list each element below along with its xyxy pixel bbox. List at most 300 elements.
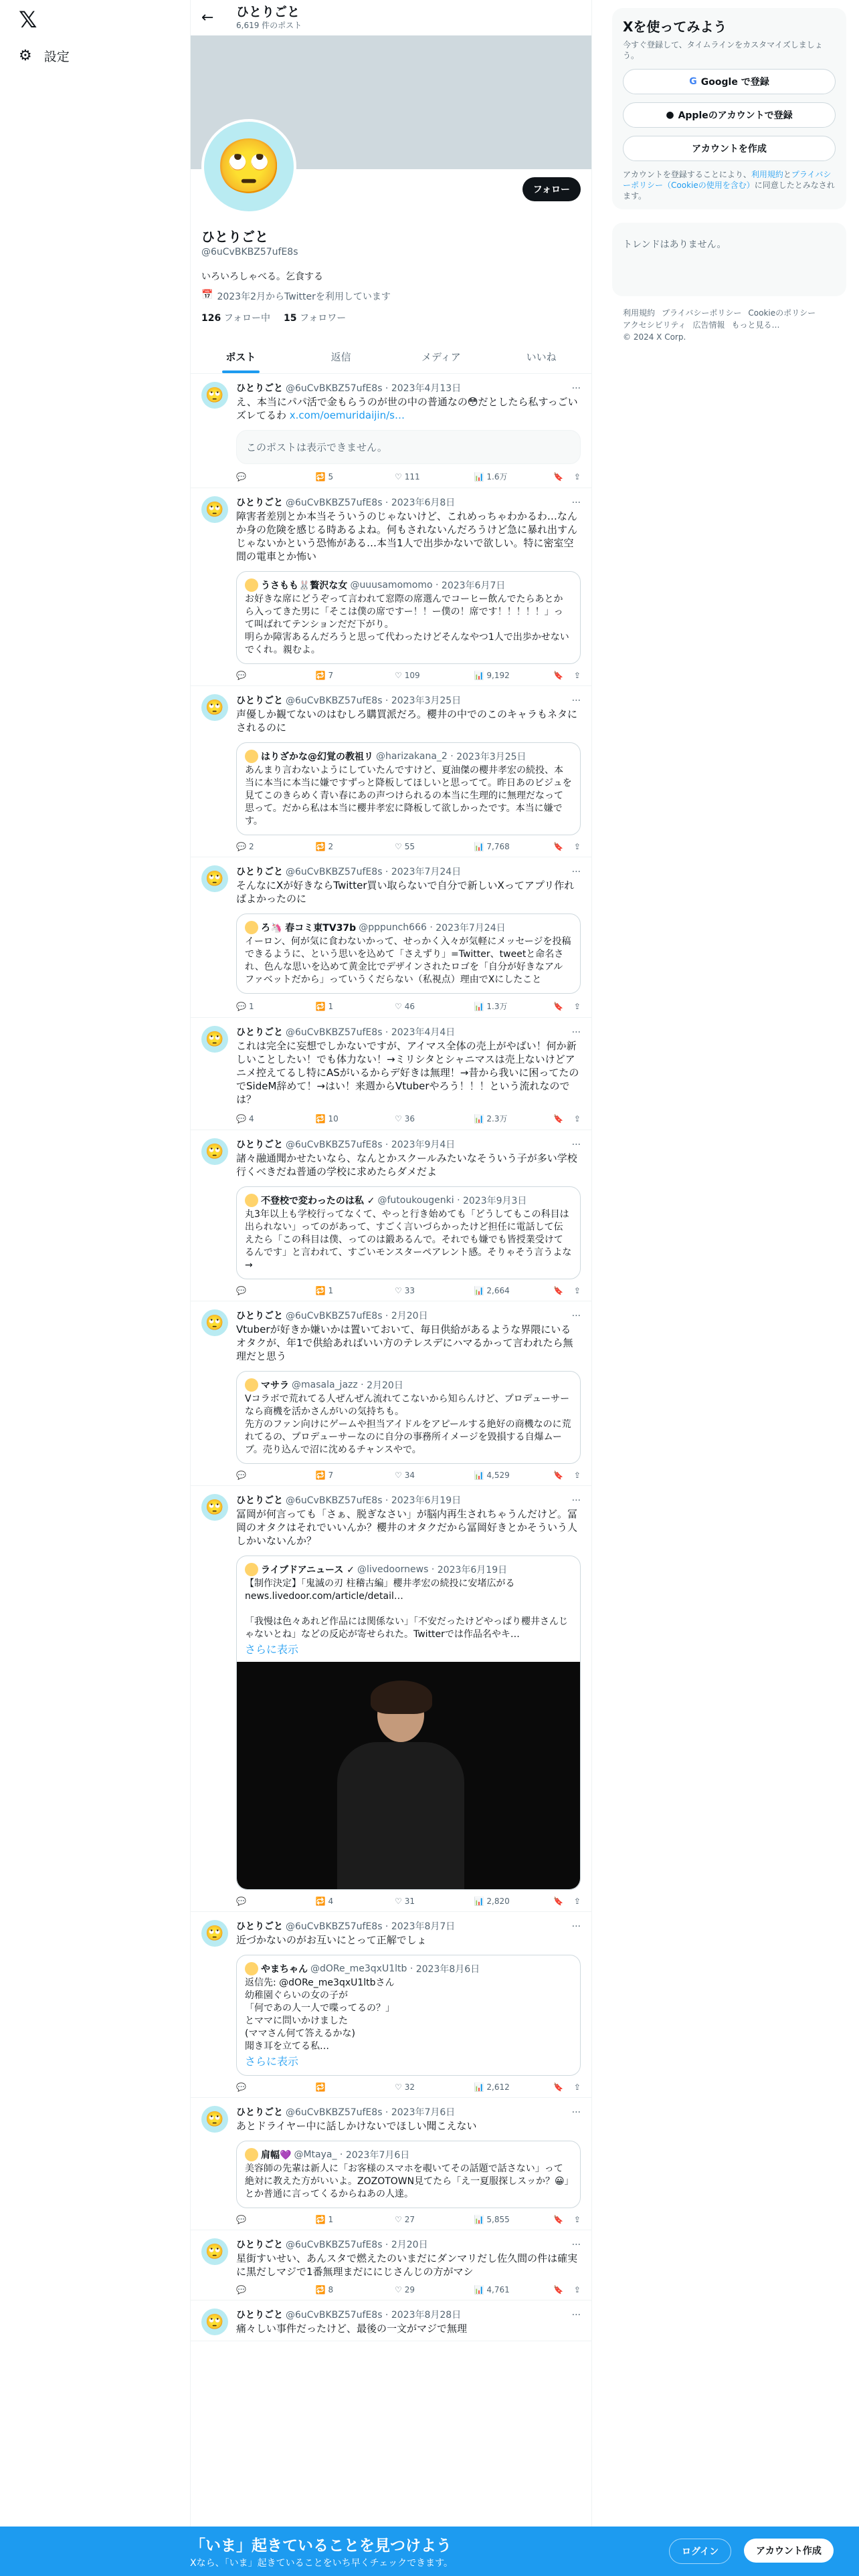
more-icon[interactable]: ···	[571, 498, 581, 508]
quote-author-handle: @Mtaya_	[294, 2149, 337, 2160]
quoted-tweet[interactable]	[236, 914, 581, 994]
timeline	[191, 374, 591, 2341]
bookmark-button[interactable]	[553, 471, 563, 482]
reply-icon: 💬	[236, 1286, 246, 1295]
tweet[interactable]	[191, 686, 591, 857]
tweet[interactable]	[191, 2098, 591, 2230]
show-more-link[interactable]: さらに表示	[245, 2055, 299, 2068]
tweet-link[interactable]: x.com/oemuridaijin/s…	[289, 409, 405, 421]
footer-accessibility[interactable]: アクセシビリティ	[623, 320, 686, 330]
bookmark-icon: 🔖	[553, 2082, 563, 2092]
more-icon[interactable]: ···	[571, 1027, 581, 1038]
quote-date: 2023年9月3日	[462, 1196, 527, 1206]
tweet-author-name[interactable]: ひとりごと	[236, 1027, 283, 1038]
quote-author-handle: @futoukougenki	[377, 1195, 454, 1206]
followers-count: 15	[284, 313, 297, 324]
share-icon: ⇪	[573, 1286, 581, 1295]
quote-author-handle: @masala_jazz	[292, 1380, 358, 1390]
quote-date: 2023年6月7日	[441, 580, 506, 591]
retweet-button[interactable]	[315, 1897, 375, 1906]
views-count: 2,612	[486, 2082, 510, 2092]
tweet-author-handle[interactable]: @6uCvBKBZ57ufE8s	[286, 695, 383, 706]
tweet-author-name[interactable]: ひとりごと	[236, 1495, 283, 1506]
quoted-tweet[interactable]	[236, 1371, 581, 1464]
quoted-tweet[interactable]	[236, 1555, 581, 1890]
bottom-signup-button[interactable]: アカウント作成	[744, 2539, 834, 2563]
tab-posts[interactable]: ポスト	[191, 340, 291, 373]
tweet-avatar[interactable]: 🙄	[201, 382, 228, 409]
retweet-icon: 🔁	[315, 1113, 326, 1123]
like-button[interactable]	[395, 671, 455, 680]
more-icon[interactable]: ···	[571, 1311, 581, 1321]
bookmark-button[interactable]	[553, 2082, 563, 2092]
like-count: 29	[404, 2285, 415, 2294]
tweet-date[interactable]: 2023年4月4日	[391, 1027, 456, 1038]
tweet-avatar[interactable]: 🙄	[201, 1026, 228, 1053]
tweet-date[interactable]: 2023年4月13日	[391, 383, 462, 394]
bookmark-button[interactable]	[553, 2285, 563, 2294]
retweet-button[interactable]	[315, 1286, 375, 1295]
tweet[interactable]	[191, 1130, 591, 1301]
tweet-author-name[interactable]: ひとりごと	[236, 1311, 283, 1321]
reply-button[interactable]	[236, 842, 296, 851]
tweet-date[interactable]: 2月20日	[391, 1311, 428, 1321]
quote-avatar	[245, 2148, 258, 2161]
retweet-button[interactable]	[315, 1471, 375, 1480]
follow-button[interactable]: フォロー	[522, 177, 581, 201]
reply-icon: 💬	[236, 1471, 246, 1480]
tweet-avatar[interactable]: 🙄	[201, 1494, 228, 1521]
tweet-text	[236, 1507, 581, 1547]
chart-icon: 📊	[474, 842, 484, 851]
quote-dot: ·	[454, 1195, 463, 1206]
share-button[interactable]	[574, 471, 581, 482]
tweet-author-handle[interactable]: @6uCvBKBZ57ufE8s	[286, 1495, 383, 1506]
tweet-dot: ·	[382, 695, 391, 706]
tweet-dot: ·	[382, 2107, 391, 2118]
bookmark-button[interactable]	[553, 1897, 563, 1906]
retweet-button[interactable]	[315, 2215, 375, 2224]
like-count: 31	[404, 1897, 415, 1906]
tweet-author-handle[interactable]: @6uCvBKBZ57ufE8s	[286, 2240, 383, 2250]
reply-button[interactable]	[236, 1897, 296, 1906]
tweet-author-handle[interactable]: @6uCvBKBZ57ufE8s	[286, 383, 383, 394]
tos-cookie-link[interactable]: （Cookieの使用を含む）	[663, 181, 755, 190]
retweet-count: 1	[328, 2215, 334, 2224]
login-button[interactable]: ログイン	[669, 2539, 731, 2564]
tab-replies[interactable]: 返信	[330, 351, 351, 363]
reply-button[interactable]	[236, 2215, 296, 2224]
tweet-date[interactable]: 2023年7月6日	[391, 2107, 456, 2118]
nav-settings[interactable]	[19, 47, 70, 65]
quote-author-handle: @dORe_me3qxU1ltb	[310, 1963, 407, 1974]
footer-cookie[interactable]: Cookieのポリシー	[748, 308, 816, 318]
tweet-text	[236, 1039, 581, 1106]
reply-button[interactable]	[236, 1286, 296, 1295]
reply-button[interactable]	[236, 471, 296, 482]
like-button[interactable]	[395, 2082, 455, 2092]
retweet-button[interactable]	[315, 671, 375, 680]
views-button[interactable]	[474, 2082, 534, 2092]
bookmark-icon: 🔖	[553, 1001, 563, 1011]
quoted-tweet[interactable]	[236, 1186, 581, 1279]
more-icon[interactable]: ···	[571, 867, 581, 877]
quote-text: お好きな席にどうぞって言われて窓際の席選んでコーヒー飲んでたらあとから入ってきた男に「そこは僕の席ですー！！ー僕の！席です！！！！！」って叫ばれてテンションだだ下がり。 明らか障害あるんだろうと思って代わったけどそんなやつ1人で出歩かせないでくれ。親むよ。	[245, 594, 569, 655]
calendar-icon: 📅	[201, 290, 213, 300]
footer-more[interactable]: もっと見る…	[731, 320, 780, 330]
retweet-count: 2	[328, 842, 334, 851]
like-button[interactable]	[395, 1113, 455, 1124]
heart-icon: ♡	[394, 1113, 402, 1123]
tweet[interactable]	[191, 1301, 591, 1486]
bookmark-button[interactable]	[553, 671, 563, 680]
like-button[interactable]	[395, 2285, 455, 2294]
views-button[interactable]	[474, 1897, 534, 1906]
reply-button[interactable]	[236, 2285, 296, 2294]
views-button[interactable]	[474, 471, 534, 482]
quoted-tweet[interactable]	[236, 571, 581, 664]
views-button[interactable]	[474, 2285, 534, 2294]
tweet-actions	[236, 1897, 581, 1906]
tweet-author-handle[interactable]: @6uCvBKBZ57ufE8s	[286, 1921, 383, 1932]
bookmark-button[interactable]	[553, 842, 563, 851]
retweet-button[interactable]	[315, 1113, 375, 1124]
more-icon[interactable]: ···	[571, 383, 581, 394]
more-icon[interactable]: ···	[571, 2240, 581, 2250]
retweet-icon: 🔁	[315, 1897, 326, 1906]
views-count: 7,768	[486, 842, 510, 851]
views-count: 4,761	[486, 2285, 510, 2294]
tweet-author-name[interactable]: ひとりごと	[236, 1140, 283, 1150]
tweet-actions	[236, 2215, 581, 2224]
share-button[interactable]	[574, 671, 581, 680]
like-button[interactable]	[395, 471, 455, 482]
footer-terms[interactable]: 利用規約	[623, 308, 656, 318]
bookmark-button[interactable]	[553, 1286, 563, 1295]
quote-dot: ·	[447, 751, 457, 762]
tweet-author-handle[interactable]: @6uCvBKBZ57ufE8s	[286, 2107, 383, 2118]
followers-label: フォロワー	[299, 313, 347, 324]
bookmark-button[interactable]	[553, 1113, 563, 1124]
google-icon: G	[689, 76, 697, 87]
footer-ads[interactable]: 広告情報	[692, 320, 725, 330]
quote-avatar	[245, 750, 258, 763]
retweet-icon: 🔁	[315, 842, 326, 851]
like-button[interactable]	[395, 1471, 455, 1480]
retweet-button[interactable]	[315, 471, 375, 482]
retweet-button[interactable]	[315, 2285, 375, 2294]
tweet-date[interactable]: 2023年6月19日	[391, 1495, 462, 1506]
more-icon[interactable]: ···	[571, 2310, 581, 2321]
quote-dot: ·	[407, 1963, 416, 1974]
back-arrow-icon[interactable]: ←	[201, 9, 214, 26]
quote-avatar	[245, 921, 258, 934]
tweet-date[interactable]: 2023年8月28日	[391, 2310, 462, 2321]
views-button[interactable]	[474, 1471, 534, 1480]
tweet-author-name[interactable]: ひとりごと	[236, 867, 283, 877]
tweet-avatar[interactable]: 🙄	[201, 2238, 228, 2265]
tweet-author-handle[interactable]: @6uCvBKBZ57ufE8s	[286, 2310, 383, 2321]
tweet-actions	[236, 471, 581, 482]
heart-icon: ♡	[394, 842, 402, 851]
reply-button[interactable]	[236, 671, 296, 680]
unavailable-notice: このポストは表示できません。	[236, 430, 581, 464]
retweet-count: 1	[328, 1286, 334, 1295]
share-button[interactable]	[574, 2082, 581, 2092]
share-button[interactable]	[574, 1286, 581, 1295]
tos-terms-link[interactable]: 利用規約	[751, 170, 783, 179]
bookmark-icon: 🔖	[553, 671, 563, 680]
share-icon: ⇪	[573, 1897, 581, 1906]
retweet-icon: 🔁	[315, 671, 326, 680]
quote-author-name: 不登校で変わったのは私 ✓	[261, 1196, 375, 1206]
reply-count: 1	[248, 1001, 254, 1011]
profile-avatar[interactable]: 🙄	[201, 119, 296, 214]
tweet[interactable]	[191, 1912, 591, 2098]
views-button[interactable]	[474, 2215, 534, 2224]
quote-author-name: やまちゃん	[261, 1964, 308, 1975]
tweet-author-name[interactable]: ひとりごと	[236, 695, 283, 706]
share-button[interactable]	[574, 1113, 581, 1124]
tweet[interactable]	[191, 488, 591, 686]
views-button[interactable]	[474, 1286, 534, 1295]
apple-icon: ●	[666, 110, 674, 120]
quote-author-handle: @pppunch666	[359, 922, 427, 933]
retweet-count: 4	[328, 1897, 334, 1906]
trends-card	[612, 223, 846, 296]
tweet-dot: ·	[382, 867, 391, 877]
share-icon: ⇪	[573, 1001, 581, 1011]
quoted-tweet[interactable]	[236, 1955, 581, 2076]
reply-icon: 💬	[236, 1001, 246, 1011]
topbar-post-count: 6,619 件のポスト	[236, 21, 302, 30]
tweet-date[interactable]: 2023年6月8日	[391, 498, 456, 508]
tweet-text-body: 星街すいせい、あんスタで燃えたのいまだにダンマリだし佐久間の件は確実に黒だしマジで1番無理まだににじさんじの方がマシ	[236, 2252, 578, 2278]
profile-name: ひとりごと	[201, 229, 268, 245]
tweet-date[interactable]: 2月20日	[391, 2240, 428, 2250]
views-button[interactable]	[474, 842, 534, 851]
tweet-date[interactable]: 2023年8月7日	[391, 1921, 456, 1932]
quote-text: Vコラボで荒れてる人ぜんぜん流れてこないから知らんけど、プロデューサーなら商機を活かさんがいの気持ちも。 先方のファン向けにゲームや担当アイドルをアピールする絶好の商機なのに荒れてるの、プロデューサーなのに自分の事務所イメージを毀損する自爆ムーブ。売り込んで沼に沈めるチャンスやで。	[245, 1394, 571, 1455]
google-signup-button[interactable]	[623, 69, 836, 94]
tweet-author-name[interactable]: ひとりごと	[236, 1921, 283, 1932]
like-button[interactable]	[395, 1897, 455, 1906]
tweet[interactable]	[191, 2300, 591, 2341]
bookmark-button[interactable]	[553, 1471, 563, 1480]
profile-tabs	[191, 340, 591, 374]
top-bar	[191, 0, 591, 35]
tweet-dot: ·	[382, 2240, 391, 2250]
tweet-text	[236, 2252, 581, 2278]
views-button[interactable]	[474, 1000, 534, 1012]
like-button[interactable]	[395, 2215, 455, 2224]
trends-empty-text: トレンドはありません。	[623, 239, 727, 250]
apple-signup-label: Appleのアカウントで登録	[678, 110, 793, 121]
tos-mid: と	[783, 170, 791, 179]
tweet[interactable]	[191, 1486, 591, 1912]
tweet-author-name[interactable]: ひとりごと	[236, 383, 283, 394]
tweet-dot: ·	[382, 383, 391, 394]
tweet-actions	[236, 1286, 581, 1295]
views-button[interactable]	[474, 671, 534, 680]
tweet[interactable]	[191, 857, 591, 1018]
quote-date: 2023年3月25日	[456, 752, 527, 762]
more-icon[interactable]: ···	[571, 695, 581, 706]
quote-avatar	[245, 578, 258, 592]
tweet-text	[236, 2322, 581, 2335]
tweet-text	[236, 395, 581, 422]
reply-button[interactable]	[236, 1471, 296, 1480]
quote-author-name: ライブドアニュース ✓	[261, 1565, 355, 1576]
show-more-link[interactable]: さらに表示	[245, 1643, 299, 1656]
chart-icon: 📊	[474, 2082, 484, 2092]
share-icon: ⇪	[573, 471, 581, 481]
retweet-button[interactable]	[315, 2082, 375, 2092]
share-icon: ⇪	[573, 2215, 581, 2224]
share-button[interactable]	[574, 2285, 581, 2294]
tweet-date[interactable]: 2023年3月25日	[391, 695, 462, 706]
profile-bio: いろいろしゃべる。乞食する	[201, 272, 323, 282]
bookmark-icon: 🔖	[553, 842, 563, 851]
like-button[interactable]	[395, 1000, 455, 1012]
tweet-avatar[interactable]: 🙄	[201, 1138, 228, 1165]
followers-link[interactable]	[284, 311, 346, 324]
tweet-author-handle[interactable]: @6uCvBKBZ57ufE8s	[286, 498, 383, 508]
signup-card	[612, 8, 846, 209]
tweet-avatar[interactable]: 🙄	[201, 1309, 228, 1336]
apple-signup-button[interactable]	[623, 102, 836, 128]
quoted-tweet[interactable]	[236, 2141, 581, 2208]
google-signup-label: Google で登録	[700, 77, 769, 88]
tweet-dot: ·	[382, 1921, 391, 1932]
share-icon: ⇪	[573, 2285, 581, 2294]
reply-icon: 💬	[236, 2215, 246, 2224]
following-link[interactable]	[201, 311, 270, 324]
tweet[interactable]	[191, 374, 591, 488]
bookmark-button[interactable]	[553, 2215, 563, 2224]
share-button[interactable]	[574, 1000, 581, 1012]
tweet-avatar[interactable]: 🙄	[201, 865, 228, 892]
like-count: 46	[404, 1001, 415, 1011]
more-icon[interactable]: ···	[571, 2107, 581, 2118]
reply-button[interactable]	[236, 1113, 296, 1124]
tweet-date[interactable]: 2023年7月24日	[391, 867, 462, 877]
bookmark-icon: 🔖	[553, 2285, 563, 2294]
tab-media[interactable]: メディア	[421, 351, 461, 363]
tweet-date[interactable]: 2023年9月4日	[391, 1140, 456, 1150]
tweet-dot: ·	[382, 1140, 391, 1150]
bookmark-icon: 🔖	[553, 1471, 563, 1480]
chart-icon: 📊	[474, 671, 484, 680]
tos-privacy-link[interactable]: プライバシーポリシー	[623, 170, 832, 190]
share-button[interactable]	[574, 1471, 581, 1480]
tweet-text-body: え、本当にパパ活で金もらうのが世の中の普通なの😳だとしたら私すっごいズレてるわ	[236, 396, 578, 421]
tweet-text	[236, 1152, 581, 1178]
bookmark-icon: 🔖	[553, 1897, 563, 1906]
tweet-author-handle[interactable]: @6uCvBKBZ57ufE8s	[286, 867, 383, 877]
share-button[interactable]	[574, 1897, 581, 1906]
tweet-avatar[interactable]: 🙄	[201, 2106, 228, 2133]
chart-icon: 📊	[474, 2215, 484, 2224]
quoted-tweet[interactable]	[236, 742, 581, 835]
quote-date: 2023年6月19日	[437, 1565, 508, 1576]
retweet-icon: 🔁	[315, 1471, 326, 1480]
tweet[interactable]	[191, 1018, 591, 1130]
chart-icon: 📊	[474, 1897, 484, 1906]
quote-date: 2023年7月24日	[436, 923, 506, 934]
create-account-button[interactable]: アカウントを作成	[623, 136, 836, 161]
retweet-button[interactable]	[315, 1000, 375, 1012]
more-icon[interactable]: ···	[571, 1140, 581, 1150]
reply-button[interactable]	[236, 2082, 296, 2092]
tweet-author-name[interactable]: ひとりごと	[236, 498, 283, 508]
bookmark-button[interactable]	[553, 1000, 563, 1012]
bookmark-icon: 🔖	[553, 2215, 563, 2224]
heart-icon: ♡	[394, 2285, 402, 2294]
tweet-author-handle[interactable]: @6uCvBKBZ57ufE8s	[286, 1140, 383, 1150]
tweet-actions	[236, 1113, 581, 1124]
main-column	[190, 0, 592, 2576]
like-count: 33	[404, 1286, 415, 1295]
retweet-icon: 🔁	[315, 2285, 326, 2294]
quote-text: 美容師の先輩は新人に「お客様のスマホを覗いてその話題で話さない」って絶対に教えた方がいいよ。ZOZOTOWN見てたら「え一夏服探しスッか？😀」とか普通に言ってくるからねあの人達。	[245, 2163, 569, 2199]
retweet-count: 7	[328, 1471, 334, 1480]
tweet-author-name[interactable]: ひとりごと	[236, 2310, 283, 2321]
like-count: 109	[404, 671, 420, 680]
tweet-avatar[interactable]: 🙄	[201, 2309, 228, 2335]
footer-privacy[interactable]: プライバシーポリシー	[662, 308, 742, 318]
following-label: フォロー中	[223, 313, 270, 324]
retweet-count: 1	[328, 1001, 334, 1011]
more-icon[interactable]: ···	[571, 1495, 581, 1506]
tweet-author-name[interactable]: ひとりごと	[236, 2107, 283, 2118]
quote-photo[interactable]	[237, 1662, 580, 1889]
tweet-avatar[interactable]: 🙄	[201, 1920, 228, 1947]
views-count: 1.6万	[486, 472, 508, 481]
quote-text: あんまり言わないようにしていたんですけど、夏油傑の櫻井孝宏の続投、本当に本当に本当に嫌ですずっと降板してほしいと思ってて。昨日あのビジュを見てこのきらめく青い春にあの声つけられるの本当に生理的に無理だなって思って。だから私は本当に櫻井孝宏に降板して欲しかったです。本当に嫌です。	[245, 765, 572, 827]
x-logo-icon[interactable]: 𝕏	[19, 7, 37, 33]
tweet-text	[236, 1323, 581, 1363]
retweet-icon: 🔁	[315, 2082, 326, 2092]
like-button[interactable]	[395, 1286, 455, 1295]
retweet-icon: 🔁	[315, 471, 326, 481]
tweet[interactable]	[191, 2230, 591, 2300]
share-button[interactable]	[574, 842, 581, 851]
views-button[interactable]	[474, 1113, 534, 1124]
tab-likes[interactable]: いいね	[526, 351, 557, 363]
tweet-author-handle[interactable]: @6uCvBKBZ57ufE8s	[286, 1311, 383, 1321]
tweet-avatar[interactable]: 🙄	[201, 694, 228, 721]
like-count: 32	[404, 2082, 415, 2092]
bookmark-icon: 🔖	[553, 1286, 563, 1295]
profile-joined	[191, 290, 591, 303]
tweet-dot: ·	[382, 2310, 391, 2321]
tweet-avatar[interactable]: 🙄	[201, 496, 228, 523]
tweet-author-handle[interactable]: @6uCvBKBZ57ufE8s	[286, 1027, 383, 1038]
reply-button[interactable]	[236, 1000, 296, 1012]
quote-dot: ·	[337, 2149, 346, 2160]
more-icon[interactable]: ···	[571, 1921, 581, 1932]
signup-tos	[623, 169, 836, 201]
tweet-author-name[interactable]: ひとりごと	[236, 2240, 283, 2250]
views-count: 2,820	[486, 1897, 510, 1906]
quote-date: 2023年8月6日	[415, 1964, 480, 1975]
tweet-text	[236, 1933, 581, 1947]
retweet-button[interactable]	[315, 842, 375, 851]
like-button[interactable]	[395, 842, 455, 851]
share-button[interactable]	[574, 2215, 581, 2224]
tweet-actions	[236, 2082, 581, 2092]
